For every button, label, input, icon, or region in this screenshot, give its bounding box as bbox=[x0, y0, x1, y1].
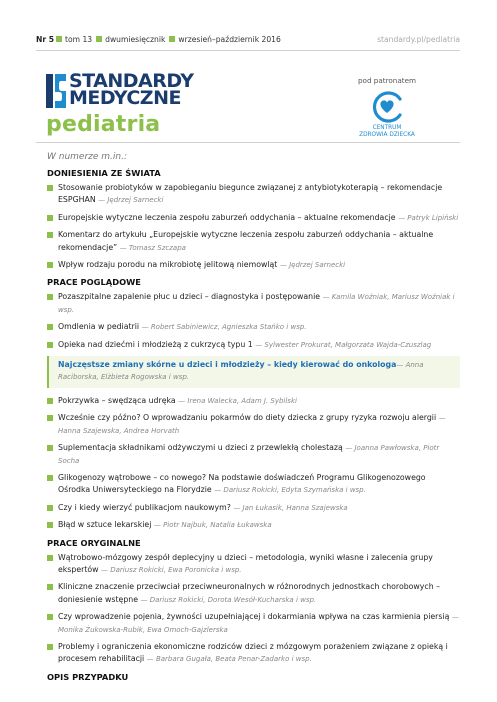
article-authors: — Patryk Lipiński bbox=[398, 213, 459, 222]
square-bullet-icon bbox=[169, 36, 175, 42]
toc-item[interactable] bbox=[47, 291, 460, 316]
toc-item[interactable] bbox=[47, 259, 460, 271]
toc-item[interactable] bbox=[47, 395, 460, 407]
section-heading: PRACE ORYGINALNE bbox=[47, 537, 141, 548]
issue-bar bbox=[36, 30, 460, 48]
section-heading: DONIESIENIA ZE ŚWIATA bbox=[47, 168, 161, 178]
square-bullet-icon bbox=[47, 644, 53, 650]
square-bullet-icon bbox=[47, 445, 53, 451]
toc-item[interactable] bbox=[47, 472, 460, 497]
brand-line-2: MEDYCZNE bbox=[69, 87, 181, 109]
square-bullet-icon bbox=[47, 232, 53, 238]
toc-item[interactable] bbox=[47, 412, 460, 437]
article-title: Wcześnie czy późno? O wprowadzaniu pokarmów do diety dziecka z grupy ryzyka rozwoju alergii bbox=[58, 413, 437, 423]
article-title: Wątrobowo-mózgowy zespół deplecyjny u dzieci – metodologia, wyniki własne i zalecenia grupy ekspertów bbox=[58, 552, 433, 574]
divider bbox=[36, 142, 460, 143]
article-authors: — Dariusz Rokicki, Edyta Szymańska i wsp. bbox=[214, 486, 366, 495]
article-authors: — Dariusz Rokicki, Ewa Poronicka i wsp. bbox=[101, 565, 242, 574]
site-link[interactable]: standardy.pl/pediatria bbox=[377, 34, 460, 44]
square-bullet-icon bbox=[47, 505, 53, 511]
square-bullet-icon bbox=[47, 324, 53, 330]
article-title: Pokrzywka – swędząca udręka bbox=[58, 395, 176, 405]
square-bullet-icon bbox=[47, 475, 53, 481]
article-authors: — Irena Walecka, Adam J. Sybilski bbox=[178, 396, 297, 405]
toc-item[interactable] bbox=[47, 182, 460, 207]
featured-article[interactable] bbox=[47, 356, 460, 388]
patron-name-line-2: ZDROWIA DZIECKA bbox=[359, 132, 415, 138]
article-authors: — Dariusz Rokicki, Dorota Wesół-Kucharska i wsp. bbox=[140, 595, 317, 604]
square-bullet-icon bbox=[47, 614, 53, 620]
divider bbox=[36, 50, 460, 51]
toc-item[interactable] bbox=[47, 442, 460, 467]
toc-item[interactable] bbox=[47, 581, 460, 606]
article-authors: — Barbara Gugała, Beata Penar-Zadarko i wsp. bbox=[146, 655, 312, 664]
article-authors: — Sylwester Prokurat, Małgorzata Wajda-Czuszlag bbox=[255, 340, 432, 349]
article-authors: — Joanna Pawłowska, Piotr Socha bbox=[58, 444, 440, 465]
toc-intro: W numerze m.in.: bbox=[47, 152, 128, 162]
article-title: Glikogenozy wątrobowe – co nowego? Na podstawie doświadczeń Programu Glikogenozowego Ośrodka Uniwersyteckiego na Florydzie bbox=[58, 472, 426, 495]
article-title: Błąd w sztuce lekarskiej bbox=[58, 520, 152, 530]
article-title: Opieka nad dziećmi i młodzieżą z cukrzycą typu 1 bbox=[58, 339, 253, 349]
article-title: Stosowanie probiotyków w zapobieganiu biegunce związanej z antybiotykoterapią – rekomendacje ESPGHAN bbox=[58, 183, 443, 205]
journal-title: pediatria bbox=[46, 112, 161, 137]
article-title: Czy wprowadzenie pojenia, żywności uzupełniającej i dokarmiania wpływa na czas karmienia piersią bbox=[58, 612, 450, 622]
article-title: Problemy i ograniczenia ekonomiczne rodziców dzieci z mózgowym porażeniem związane z opieką i procesem rehabilitacji bbox=[58, 641, 448, 664]
patron-name-line-1: CENTRUM bbox=[372, 125, 402, 131]
featured-article-authors: — Anna Raciborska, Elżbieta Rogowska i wsp. bbox=[58, 361, 424, 382]
square-bullet-icon bbox=[47, 342, 53, 348]
toc-item[interactable] bbox=[47, 212, 460, 224]
issue-frequency: dwumiesięcznik bbox=[105, 34, 166, 44]
section-heading: OPIS PRZYPADKU bbox=[47, 671, 129, 682]
square-bullet-icon bbox=[56, 36, 62, 42]
toc-item[interactable] bbox=[47, 339, 460, 351]
featured-article-title: Najczęstsze zmiany skórne u dzieci i młodzieży – kiedy kierować do onkologa bbox=[58, 360, 397, 370]
article-authors: — Piotr Najbuk, Natalia Łukawska bbox=[153, 521, 272, 530]
square-bullet-icon bbox=[47, 522, 53, 528]
toc-item[interactable] bbox=[47, 552, 460, 577]
toc-item[interactable] bbox=[47, 641, 460, 666]
square-bullet-icon bbox=[47, 262, 53, 268]
square-bullet-icon bbox=[47, 415, 53, 421]
article-title: Komentarz do artykułu „Europejskie wytyczne leczenia zespołu zaburzeń oddychania – aktualne rekomendacje” bbox=[58, 230, 434, 252]
patron-box bbox=[355, 76, 419, 139]
square-bullet-icon bbox=[96, 36, 102, 42]
issue-period: wrzesień–październik 2016 bbox=[178, 34, 281, 44]
issue-volume: tom 13 bbox=[65, 34, 93, 44]
article-authors: — Jędrzej Sarnecki bbox=[279, 261, 346, 270]
article-authors: — Monika Żukowska-Rubik, Ewa Omoch-Gajzlerska bbox=[58, 613, 459, 634]
section-heading: PRACE POGLĄDOWE bbox=[47, 277, 141, 288]
heart-logo-icon bbox=[370, 91, 404, 123]
article-title: Europejskie wytyczne leczenia zespołu zaburzeń oddychania – aktualne rekomendacje bbox=[58, 212, 396, 222]
brand-line-1: STANDARDY bbox=[69, 70, 194, 92]
standardy-logo-icon bbox=[46, 74, 66, 108]
square-bullet-icon bbox=[47, 215, 53, 221]
toc-item[interactable] bbox=[47, 502, 460, 514]
article-authors: — Kamila Woźniak, Mariusz Woźniak i wsp. bbox=[58, 293, 455, 314]
toc-item[interactable] bbox=[47, 611, 460, 636]
square-bullet-icon bbox=[47, 584, 53, 590]
square-bullet-icon bbox=[47, 555, 53, 561]
article-authors: — Jędrzej Sarnecki bbox=[98, 196, 164, 205]
article-title: Pozaszpitalne zapalenie płuc u dzieci – diagnostyka i postępowanie bbox=[58, 292, 321, 302]
patron-label: pod patronatem bbox=[358, 76, 416, 85]
article-authors: — Robert Sabiniewicz, Agnieszka Stańko i wsp. bbox=[141, 323, 307, 332]
article-title: Suplementacja składnikami odżywczymi u dzieci z przewlekłą cholestazą bbox=[58, 443, 343, 453]
brand-logo bbox=[46, 72, 206, 112]
table-of-contents bbox=[36, 148, 460, 686]
article-title: Omdlenia w pediatrii bbox=[58, 322, 140, 332]
toc-item[interactable] bbox=[47, 321, 460, 333]
issue-number: Nr 5 bbox=[36, 34, 55, 44]
square-bullet-icon bbox=[47, 185, 53, 191]
article-title: Kliniczne znaczenie przeciwciał przeciwneuronalnych w różnorodnych jednostkach chorobowych – doniesienie wstępne bbox=[58, 582, 441, 604]
toc-item[interactable] bbox=[47, 519, 460, 531]
square-bullet-icon bbox=[47, 294, 53, 300]
article-authors: — Jan Łukasik, Hanna Szajewska bbox=[233, 503, 348, 512]
toc-item[interactable] bbox=[47, 229, 460, 254]
square-bullet-icon bbox=[47, 398, 53, 404]
article-authors: — Tomasz Szczapa bbox=[119, 243, 186, 252]
article-authors: — Hanna Szajewska, Andrea Horvath bbox=[58, 414, 446, 435]
article-title: Wpływ rodzaju porodu na mikrobiotę jelitową niemowląt bbox=[58, 260, 278, 270]
article-title: Czy i kiedy wierzyć publikacjom naukowym? bbox=[58, 502, 231, 512]
